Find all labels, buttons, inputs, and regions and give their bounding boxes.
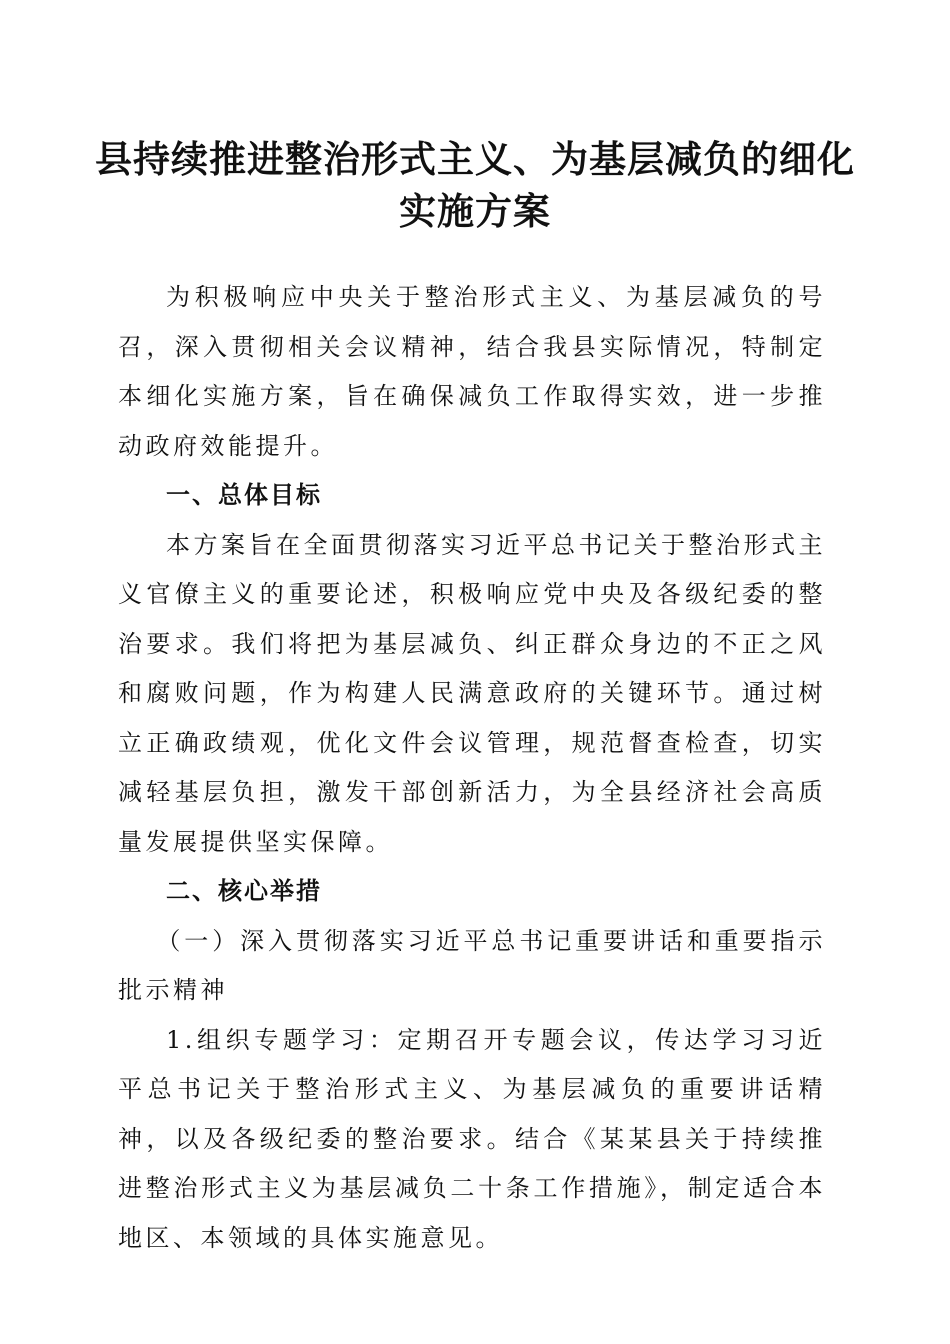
- section-heading-measures: 二、核心举措: [166, 877, 322, 905]
- intro-paragraph: 为积极响应中央关于整治形式主义、为基层减负的号召，深入贯彻相关会议精神，结合我县实际情况，特制定本细化实施方案，旨在确保减负工作取得实效，进一步推动政府效能提升。: [118, 283, 826, 460]
- title-line-1: 县持续推进整治形式主义、为基层减负的细化: [95, 137, 855, 181]
- section-heading-goals: 一、总体目标: [166, 481, 322, 509]
- subsection-heading-1: （一）深入贯彻落实习近平总书记重要讲话和重要指示批示精神: [118, 926, 826, 1004]
- document-body: [118, 273, 826, 1263]
- title-line-2: 实施方案: [399, 189, 551, 233]
- goals-paragraph: 本方案旨在全面贯彻落实习近平总书记关于整治形式主义官僚主义的重要论述，积极响应党中央及各级纪委的整治要求。我们将把为基层减负、纠正群众身边的不正之风和腐败问题，作为构建人民满意政府的关键环节。通过树立正确政绩观，优化文件会议管理，规范督查检查，切实减轻基层负担，激发干部创新活力，为全县经济社会高质量发展提供坚实保障。: [118, 530, 826, 856]
- item-1-paragraph: 1.组织专题学习：定期召开专题会议，传达学习习近平总书记关于整治形式主义、为基层减负的重要讲话精神，以及各级纪委的整治要求。结合《某某县关于持续推进整治形式主义为基层减负二十条工作措施》，制定适合本地区、本领域的具体实施意见。: [118, 1025, 826, 1252]
- document-title: [90, 133, 860, 237]
